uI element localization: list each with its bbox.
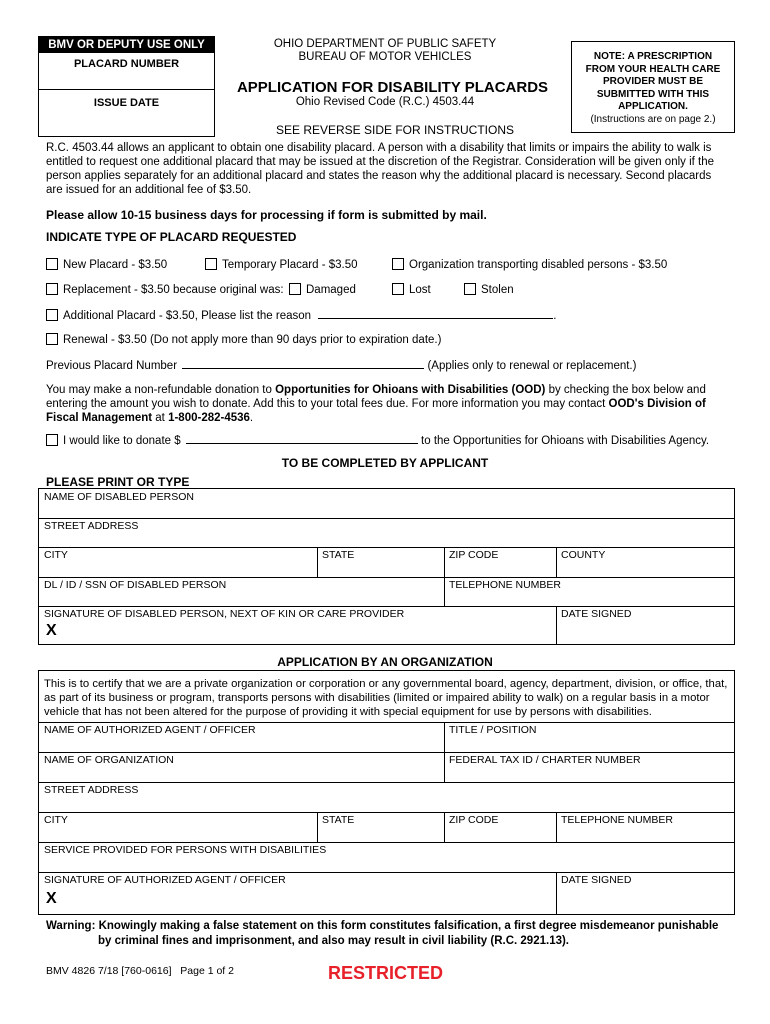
placard-type-header: INDICATE TYPE OF PLACARD REQUESTED (46, 230, 297, 244)
applicant-table (38, 488, 735, 645)
donation-text-2: by checking the box below and entering the amount you wish to donate. Add this to your total fees due. For more information you may contact (46, 384, 706, 410)
org-telephone-label: TELEPHONE NUMBER (561, 814, 674, 826)
donation-text-4: . (249, 412, 254, 424)
donation-text-1: You may make a non-refundable donation to (46, 384, 276, 396)
form-footer: BMV 4826 7/18 [760-0616] Page 1 of 2 (46, 965, 234, 977)
organization-name-label: NAME OF ORGANIZATION (44, 754, 174, 766)
ood-phone: 1-800-282-4536 (168, 412, 250, 424)
previous-placard-note: (Applies only to renewal or replacement.) (427, 360, 637, 372)
lost-checkbox[interactable] (392, 283, 404, 295)
note-line-6: (Instructions are on page 2.) (590, 113, 716, 125)
additional-reason-field[interactable] (318, 308, 553, 319)
see-reverse: SEE REVERSE SIDE FOR INSTRUCTIONS (275, 123, 515, 137)
org-zip-field[interactable] (444, 812, 556, 842)
intro-paragraph: R.C. 4503.44 allows an applicant to obtain one disability placard. A person with a disability that limits or impairs the ability to walk is entitled to request one additional placard that may be issued at the discretion of the Registrar. Consideration will be given only if the person applies separately for an additional placard and states the reason why the additional placard is necessary. Second placards are issued for an additional fee of $3.50. (46, 142, 715, 196)
org-state-field[interactable] (317, 812, 444, 842)
state-field[interactable] (317, 547, 444, 577)
donate-checkbox[interactable] (46, 434, 58, 446)
applicant-signature-x: X (46, 622, 57, 639)
temporary-placard-checkbox[interactable] (205, 258, 217, 270)
note-line-4: SUBMITTED WITH THIS (596, 88, 710, 100)
replacement-label: Replacement - $3.50 because original was: (63, 284, 284, 296)
organization-section-header: APPLICATION BY AN ORGANIZATION (277, 655, 493, 669)
donation-row[interactable] (46, 433, 709, 447)
org-city-field[interactable] (39, 812, 317, 842)
agent-date-signed-field[interactable] (556, 872, 734, 915)
additional-reason-end: . (553, 310, 557, 322)
donation-paragraph (46, 383, 722, 425)
disabled-person-name-field[interactable] (39, 489, 734, 518)
agency-line-1: OHIO DEPARTMENT OF PUBLIC SAFETY (273, 38, 497, 50)
placard-number-label: PLACARD NUMBER (73, 58, 180, 70)
note-line-3: PROVIDER MUST BE (602, 76, 703, 87)
prescription-note-box (571, 41, 735, 133)
replacement-checkbox[interactable] (46, 283, 58, 295)
agent-date-signed-label: DATE SIGNED (561, 874, 632, 886)
state-label: STATE (322, 549, 355, 561)
street-address-field[interactable] (39, 518, 734, 547)
street-address-label: STREET ADDRESS (44, 520, 139, 532)
lost-label: Lost (409, 284, 431, 296)
organization-placard-checkbox[interactable] (392, 258, 404, 270)
option-replacement[interactable] (46, 283, 284, 296)
zip-label: ZIP CODE (449, 549, 499, 561)
temporary-placard-label: Temporary Placard - $3.50 (222, 259, 358, 271)
organization-table (38, 670, 735, 915)
stolen-label: Stolen (481, 284, 514, 296)
city-label: CITY (44, 549, 68, 561)
city-field[interactable] (39, 547, 317, 577)
note-line-2: FROM YOUR HEALTH CARE (585, 63, 721, 75)
bmv-use-only-header: BMV OR DEPUTY USE ONLY (39, 37, 214, 53)
organization-certification: This is to certify that we are a private organization or corporation or any governmental board, agency, department, division, or office, that, as part of its business or program, transports persons with disabilities (limited or impaired ability to walk) on a regular basis in a motor vehicle that has not been altered for the purpose of providing it with special equipment for use by persons with disabilities. (44, 678, 728, 718)
option-additional[interactable] (46, 308, 556, 322)
option-renewal[interactable] (46, 333, 441, 346)
service-provided-label: SERVICE PROVIDED FOR PERSONS WITH DISABILITIES (44, 844, 327, 856)
org-telephone-field[interactable] (556, 812, 734, 842)
ood-name: Opportunities for Ohioans with Disabilities (OOD) (275, 384, 546, 396)
option-new[interactable] (46, 258, 167, 271)
note-line-1: NOTE: A PRESCRIPTION (593, 51, 713, 62)
applicant-signature-field[interactable] (39, 606, 556, 645)
agent-name-label: NAME OF AUTHORIZED AGENT / OFFICER (44, 724, 256, 736)
additional-placard-label: Additional Placard - $3.50, Please list the reason (63, 310, 312, 322)
organization-placard-label: Organization transporting disabled persons - $3.50 (409, 259, 668, 271)
bmv-use-only-box (38, 36, 215, 137)
agent-signature-x: X (46, 890, 57, 907)
telephone-label: TELEPHONE NUMBER (449, 579, 562, 591)
issue-date-label: ISSUE DATE (93, 97, 160, 109)
organization-name-field[interactable] (39, 752, 444, 782)
ood-division: OOD's Division of Fiscal Management (46, 398, 706, 424)
dl-id-ssn-label: DL / ID / SSN OF DISABLED PERSON (44, 579, 227, 591)
previous-placard-field[interactable] (182, 358, 424, 369)
option-organization[interactable] (392, 258, 667, 271)
zip-field[interactable] (444, 547, 556, 577)
service-provided-field[interactable] (39, 842, 734, 872)
donation-amount-field[interactable] (186, 433, 418, 444)
additional-placard-checkbox[interactable] (46, 309, 58, 321)
previous-placard-label: Previous Placard Number (46, 360, 178, 372)
title-position-field[interactable] (444, 722, 734, 752)
option-damaged[interactable] (289, 283, 356, 296)
previous-placard-row (46, 358, 636, 372)
org-state-label: STATE (322, 814, 355, 826)
dl-id-ssn-field[interactable] (39, 577, 444, 606)
restricted-stamp: RESTRICTED (328, 963, 444, 983)
warning-line-2: by criminal fines and imprisonment, and also may result in civil liability (R.C. 2921.13). (98, 935, 570, 947)
tax-id-label: FEDERAL TAX ID / CHARTER NUMBER (449, 754, 641, 766)
donation-text-3: at (152, 412, 169, 424)
option-temporary[interactable] (205, 258, 358, 271)
telephone-field[interactable] (444, 577, 734, 606)
code-reference: Ohio Revised Code (R.C.) 4503.44 (295, 96, 475, 108)
org-zip-label: ZIP CODE (449, 814, 499, 826)
applicant-signature-label: SIGNATURE OF DISABLED PERSON, NEXT OF KIN OR CARE PROVIDER (44, 608, 405, 620)
donate-label: I would like to donate $ (63, 435, 181, 447)
print-or-type: PLEASE PRINT OR TYPE (46, 475, 190, 489)
option-lost[interactable] (392, 283, 431, 296)
note-line-5: APPLICATION. (618, 101, 688, 112)
renewal-checkbox[interactable] (46, 333, 58, 345)
option-stolen[interactable] (464, 283, 514, 296)
new-placard-label: New Placard - $3.50 (63, 259, 168, 271)
new-placard-checkbox[interactable] (46, 258, 58, 270)
agent-signature-field[interactable] (39, 872, 556, 915)
org-city-label: CITY (44, 814, 68, 826)
applicant-date-signed-label: DATE SIGNED (561, 608, 632, 620)
agent-signature-label: SIGNATURE OF AUTHORIZED AGENT / OFFICER (44, 874, 286, 886)
agent-name-field[interactable] (39, 722, 444, 752)
damaged-checkbox[interactable] (289, 283, 301, 295)
processing-notice: Please allow 10-15 business days for processing if form is submitted by mail. (46, 208, 487, 222)
org-street-address-field[interactable] (39, 782, 734, 812)
donate-suffix: to the Opportunities for Ohioans with Disabilities Agency. (421, 435, 710, 447)
county-field[interactable] (556, 547, 734, 577)
warning-line-1: Warning: Knowingly making a false statement on this form constitutes falsification, a first degree misdemeanor punishable (46, 920, 719, 932)
applicant-section-header: TO BE COMPLETED BY APPLICANT (281, 456, 489, 470)
damaged-label: Damaged (306, 284, 356, 296)
org-street-address-label: STREET ADDRESS (44, 784, 139, 796)
form-title: APPLICATION FOR DISABILITY PLACARDS (236, 79, 549, 96)
disabled-person-name-label: NAME OF DISABLED PERSON (44, 491, 194, 503)
applicant-date-signed-field[interactable] (556, 606, 734, 645)
renewal-label: Renewal - $3.50 (Do not apply more than 90 days prior to expiration date.) (63, 334, 442, 346)
county-label: COUNTY (561, 549, 606, 561)
agency-line-2: BUREAU OF MOTOR VEHICLES (298, 51, 472, 63)
stolen-checkbox[interactable] (464, 283, 476, 295)
title-position-label: TITLE / POSITION (449, 724, 537, 736)
tax-id-field[interactable] (444, 752, 734, 782)
